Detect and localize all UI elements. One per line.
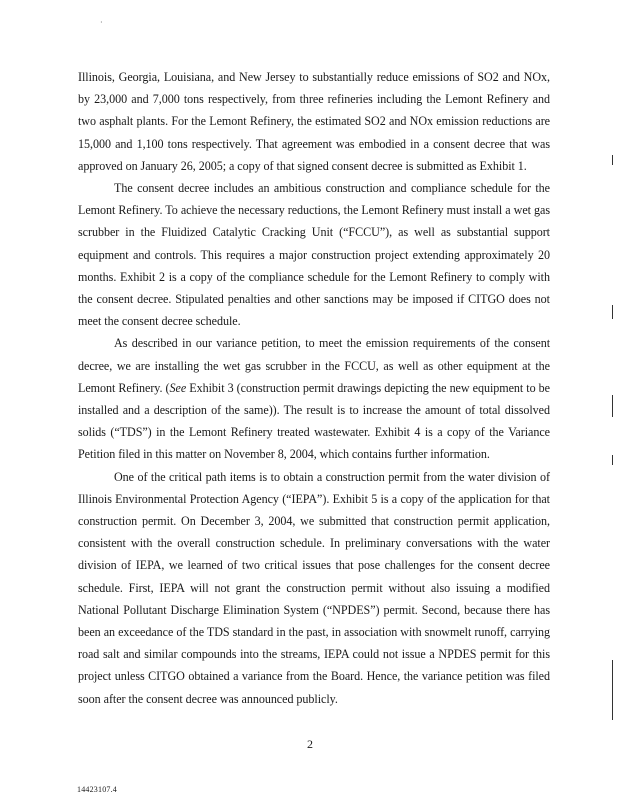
see-signal: See (169, 380, 187, 395)
scan-artifact-mark (612, 455, 613, 465)
document-id: 14423107.4 (77, 785, 117, 794)
paragraph-3-part-2: Exhibit 3 (construction permit drawings depicting the new equipment to be installed and a description of the same)). The result is to increase the amount of total dissolved solids (“TDS”) in the Lemont Refinery treated wastewater. Exhibit 4 is a copy of the Variance Petition filed in this matter on November 8, 2004, which contains further information. (78, 380, 550, 462)
paragraph-1: Illinois, Georgia, Louisiana, and New Jersey to substantially reduce emissions of SO2 and NOx, by 23,000 and 7,000 tons respectively, from three refineries including the Lemont Refinery and two asphalt plants. For the Lemont Refinery, the estimated SO2 and NOx emission reductions are 15,000 and 1,100 tons respectively. That agreement was embodied in a consent decree that was approved on January 26, 2005; a copy of that signed consent decree is submitted as Exhibit 1. (78, 70, 550, 173)
paragraph-3 (78, 332, 550, 465)
scan-artifact-mark (612, 155, 613, 165)
paragraph-2: The consent decree includes an ambitious construction and compliance schedule for the Lemont Refinery. To achieve the necessary reductions, the Lemont Refinery must install a wet gas scrubber in the Fluidized Catalytic Cracking Unit (“FCCU”), as well as substantial support equipment and controls. This requires a major construction project extending approximately 20 months. Exhibit 2 is a copy of the compliance schedule for the Lemont Refinery to comply with the consent decree. Stipulated penalties and other sanctions may be imposed if CITGO does not meet the consent decree schedule. (78, 181, 550, 329)
scan-artifact-mark (612, 305, 613, 319)
corner-mark: · (100, 18, 103, 27)
scan-artifact-mark (612, 660, 613, 720)
page-number: 2 (307, 737, 313, 751)
scan-artifact-mark (612, 395, 613, 417)
body-text (78, 66, 550, 710)
paragraph-3-part-1: As described in our variance petition, to meet the emission requirements of the consent decree, we are installing the wet gas scrubber in the FCCU, as well as other equipment at the Lemont Refinery. ( (78, 336, 550, 395)
paragraph-4: One of the critical path items is to obtain a construction permit from the water division of Illinois Environmental Protection Agency (“IEPA”). Exhibit 5 is a copy of the application for that construction permit. On December 3, 2004, we submitted that construction permit application, consistent with the overall construction schedule. In preliminary conversations with the water division of IEPA, we learned of two critical issues that pose challenges for the consent decree schedule. First, IEPA will not grant the construction permit without also issuing a modified National Pollutant Discharge Elimination System (“NPDES”) permit. Second, because there has been an exceedance of the TDS standard in the past, in association with snowmelt runoff, carrying road salt and similar compounds into the streams, IEPA could not issue a NPDES permit for this project unless CITGO obtained a variance from the Board. Hence, the variance petition was filed soon after the consent decree was announced publicly. (78, 469, 550, 706)
